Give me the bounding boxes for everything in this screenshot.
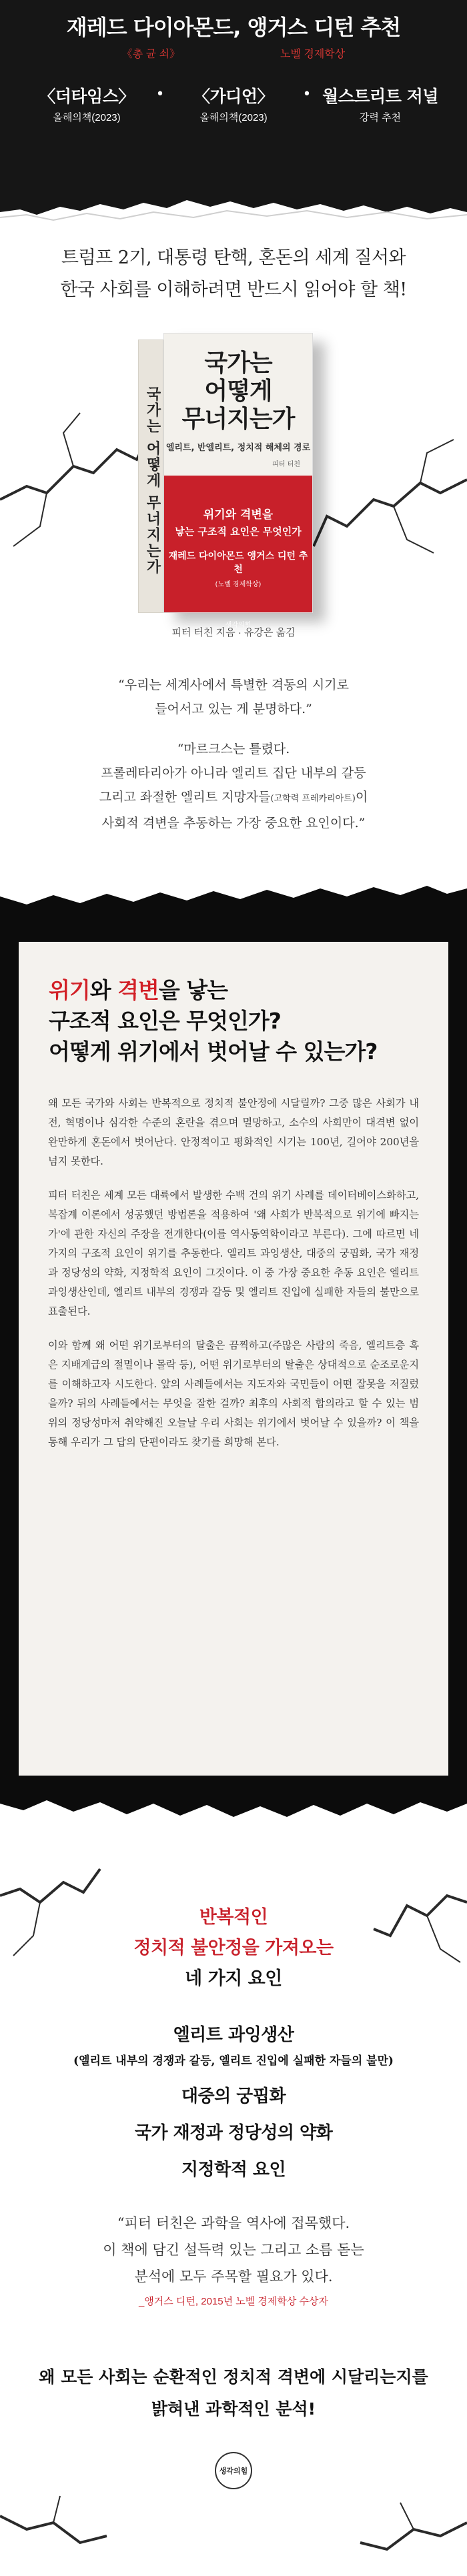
endorsement-quote xyxy=(0,2210,467,2290)
award-times xyxy=(27,83,147,124)
summary-paragraph: 왜 모든 국가와 사회는 반복적으로 정치적 불안정에 시달릴까? 그중 많은 사회가 내전, 혁명이나 심각한 수준의 혼란을 겪으며 멸망하고, 소수의 사회만이 대격변 없이 완만하게 혼돈에서 벗어난다. 안정적이고 평화적인 시기는 100년, 길어야 200년을 넘지 못한다. xyxy=(48,1097,419,1167)
closing-line: 왜 모든 사회는 순환적인 정치적 격변에 시달리는지를 xyxy=(39,2367,428,2387)
heading-text: 을 낳는 xyxy=(158,977,228,1003)
header-banner xyxy=(0,0,467,237)
book-subtitle: 엘리트, 반엘리트, 정치적 해체의 경로 xyxy=(165,443,311,453)
factor-item: 국가 재정과 정당성의 약화 xyxy=(134,2123,333,2143)
summary-paragraph: 피터 터친은 세계 모든 대륙에서 발생한 수백 건의 위기 사례를 데이터베이스화하고, 복잡계 이론에서 성공했던 방법론을 적용하여 '왜 사회가 반복적으로 위기에 빠지는가'에 관한 자신의 주장을 전개한다(이를 역사동역학이라고 부른다). 그에 따르면 네 가지의 구조적 요인이 위기를 추동한다. 엘리트 과잉생산, 대중의 궁핍화, 국가 재정과 정당성의 약화, 지정학적 요인이 그것이다. 이 중 가장 중요한 추동 요인은 엘리트 과잉생산인데, 엘리트 내부의 경쟁과 갈등 및 엘리트 진입에 실패한 자들의 불만으로 표출된다. xyxy=(48,1189,419,1317)
award-sub: 올해의책(2023) xyxy=(53,112,121,123)
awards-row xyxy=(0,83,467,124)
summary-paper xyxy=(19,942,448,1776)
book-title xyxy=(164,334,312,434)
book-author: 피터 터친 xyxy=(272,461,300,468)
header-sub-left: 《총 균 쇠》 xyxy=(121,49,181,60)
award-sub: 강력 추천 xyxy=(359,112,402,123)
intro-section xyxy=(0,237,467,835)
torn-paper-edge xyxy=(0,1764,467,1844)
intro-line-1: 트럼프 2기, 대통령 탄핵, 혼돈의 세계 질서와 xyxy=(61,247,406,268)
heading-line: 정치적 불안정을 가져오는 xyxy=(133,1938,334,1958)
award-guardian xyxy=(173,83,294,124)
book-red-band xyxy=(164,476,312,629)
quote-line: 사회적 격변을 추동하는 가장 중요한 요인이다.” xyxy=(101,816,366,830)
heading-line: 어떻게 위기에서 벗어날 수 있는가? xyxy=(49,1039,378,1065)
book-title-line: 무너지는가 xyxy=(181,406,295,433)
quote-line: “우리는 세계사에서 특별한 격동의 시기로 xyxy=(118,678,349,692)
closing-line: 밝혀낸 과학적인 분석! xyxy=(151,2399,316,2419)
header-sub-right: 노벨 경제학상 xyxy=(280,49,346,60)
quote-line: 분석에 모두 주목할 필요가 있다. xyxy=(134,2269,333,2285)
book-credit: 피터 터친 지음 · 유강은 옮김 xyxy=(171,627,296,638)
quote-line: 들어서고 있는 게 분명하다.” xyxy=(155,702,312,716)
award-sub: 올해의책(2023) xyxy=(199,112,268,123)
heading-accent: 격변 xyxy=(117,977,159,1003)
summary-body xyxy=(19,1067,448,1452)
heading-line: 구조적 요인은 무엇인가? xyxy=(49,1008,281,1034)
quote-line: 프롤레타리아가 아니라 엘리트 집단 내부의 갈등 xyxy=(101,766,366,780)
crack-decoration xyxy=(0,1842,467,2016)
book-cover xyxy=(163,333,313,629)
summary-paragraph: 이와 함께 왜 어떤 위기로부터의 탈출은 끔찍하고(주많은 사람의 죽음, 엘리트층 혹은 지배계급의 절멸이나 몰락 등), 어떤 위기로부터의 탈출은 상대적으로 순조로운지를 이해하고자 시도한다. 앞의 사례들에서는 지도자와 국민들이 어떤 잘못을 저질렀을까? 뒤의 사례들에서는 무엇을 잘한 걸까? 최후의 사회적 합의라고 할 수 있는 범위의 정당성마저 취약해진 오늘날 우리 사회는 위기에서 벗어날 수 있을까? 이 책을 통해 우리가 그 답의 단편이라도 찾기를 희망해 본다. xyxy=(48,1339,419,1448)
factor-item: 엘리트 과잉생산 xyxy=(173,2025,294,2045)
quote-note: (고학력 프레카리아트) xyxy=(270,794,356,804)
award-title: 〈가디언〉 xyxy=(193,87,274,106)
quote-line: “마르크스는 틀렸다. xyxy=(177,742,290,756)
header-subtitle-row xyxy=(0,45,467,61)
quote-line: 이 xyxy=(355,790,368,804)
book-title-line: 국가는 xyxy=(204,350,272,377)
torn-paper-edge xyxy=(0,862,467,955)
book-band-line: 낳는 구조적 요인은 무엇인가 xyxy=(175,526,302,538)
book-band-line: 재레드 다이아몬드 앵거스 디턴 추천 xyxy=(168,551,308,575)
book-image xyxy=(0,306,467,653)
book-band-line: (노벨 경제학상) xyxy=(215,581,262,588)
crack-decoration xyxy=(0,2476,467,2576)
book-title-line: 어떻게 xyxy=(204,378,272,405)
heading-line: 반복적인 xyxy=(199,1907,268,1928)
endorsement-attribution: _앵거스 디턴, 2015년 노벨 경제학상 수상자 xyxy=(138,2296,329,2307)
header-title: 재레드 다이아몬드, 앵거스 디턴 추천 xyxy=(66,15,401,40)
bullet-icon: • xyxy=(302,86,312,103)
torn-paper-edge xyxy=(0,171,467,237)
award-title: 〈더타임스〉 xyxy=(39,87,135,106)
summary-heading xyxy=(19,942,448,1067)
award-title: 월스트리트 저널 xyxy=(322,87,438,106)
quote-1 xyxy=(40,673,427,721)
intro-line-2: 한국 사회를 이해하려면 반드시 읽어야 할 책! xyxy=(60,279,407,300)
heading-accent: 위기 xyxy=(49,977,90,1003)
heading-text: 와 xyxy=(89,977,118,1003)
factor-note: (엘리트 내부의 경쟁과 갈등, 엘리트 진입에 실패한 자들의 불만) xyxy=(73,2054,394,2068)
factors-section xyxy=(0,1842,467,2576)
summary-section xyxy=(0,882,467,1842)
heading-line: 네 가지 요인 xyxy=(185,1968,282,1989)
publisher-logo: 생각의힘 xyxy=(215,2452,252,2489)
award-wsj xyxy=(320,83,440,124)
quote-line: 이 책에 담긴 설득력 있는 그리고 소름 돋는 xyxy=(103,2242,364,2258)
bullet-icon: • xyxy=(155,86,165,103)
quote-2 xyxy=(40,737,427,835)
book-publisher-logo: 생각의힘 xyxy=(225,622,252,629)
factor-item: 대중의 궁핍화 xyxy=(181,2086,286,2106)
closing-statement xyxy=(0,2361,467,2425)
book-band-line: 위기와 격변을 xyxy=(203,508,274,522)
quote-line: “피터 터친은 과학을 역사에 접목했다. xyxy=(117,2215,350,2231)
quotes-block xyxy=(0,653,467,835)
factor-list xyxy=(0,2021,467,2180)
book-spine: 국가는 어떻게 무너지는가 xyxy=(138,340,163,613)
factor-item: 지정학적 요인 xyxy=(181,2160,286,2180)
quote-line: 그리고 좌절한 엘리트 지망자들 xyxy=(99,790,271,804)
